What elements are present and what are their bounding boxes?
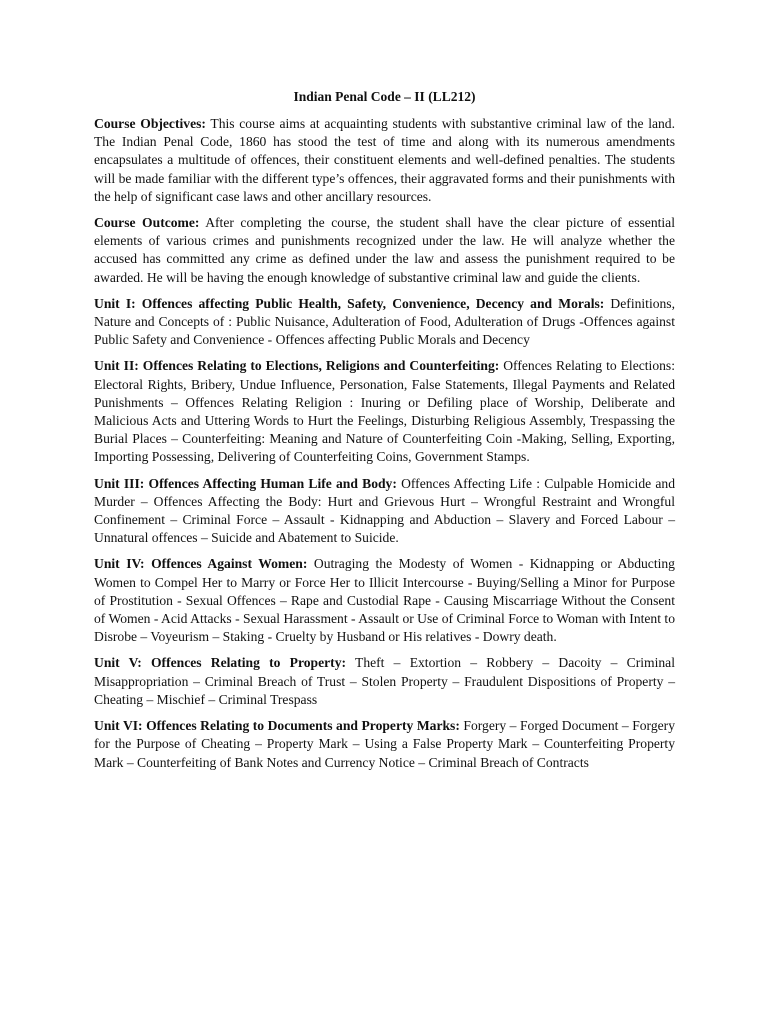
- course-objectives-text: This course aims at acquainting students with substantive criminal law of the land. The Indian Penal Code, 1860 has stood the test of time and along with its numerous amendments encapsulates a multitude of offences, their constituent elements and well-defined penalties. The students will be made familiar with the different type’s offences, their aggravated forms and their punishments with the help of significant case laws and other ancillary resources.: [94, 116, 675, 204]
- unit-5-heading: Unit V: Offences Relating to Property:: [94, 655, 347, 671]
- course-objectives-paragraph: [94, 115, 675, 206]
- course-outcome-label: Course Outcome:: [94, 215, 200, 231]
- document-title: Indian Penal Code – II (LL212): [293, 89, 476, 104]
- unit-6-heading: Unit VI: Offences Relating to Documents and Property Marks:: [94, 718, 460, 734]
- course-outcome-paragraph: [94, 214, 675, 287]
- unit-1-text: Definitions, Nature and Concepts of : Public Nuisance, Adulteration of Food, Adulteration of Drugs -Offences against Public Safety and Convenience - Offences affecting Public Morals and Decency: [94, 295, 675, 348]
- unit-1-heading: Unit I: Offences affecting Public Health, Safety, Convenience, Decency and Morals:: [94, 295, 605, 311]
- unit-2-paragraph: [94, 357, 675, 466]
- unit-3-heading: Unit III: Offences Affecting Human Life and Body:: [94, 475, 397, 491]
- course-outcome-text: After completing the course, the student shall have the clear picture of essential elements of various crimes and punishments recognized under the law. He will analyze whether the accused has committed any crime as defined under the law and assess the punishment required to be awarded. He will be having the enough knowledge of substantive criminal law and guide the clients.: [94, 215, 675, 285]
- unit-1-paragraph: [94, 295, 675, 350]
- unit-4-heading: Unit IV: Offences Against Women:: [94, 556, 308, 572]
- unit-4-paragraph: [94, 555, 675, 646]
- document-page: [94, 88, 675, 780]
- unit-3-text: Offences Affecting Life : Culpable Homicide and Murder – Offences Affecting the Body: Hurt and Grievous Hurt – Wrongful Restraint and Wrongful Confinement – Criminal Force – Assault - Kidnapping and Abduction – Slavery and Forced Labour –Unnatural offences – Suicide and Abatement to Suicide.: [94, 475, 675, 546]
- unit-6-text: Forgery – Forged Document – Forgery for the Purpose of Cheating – Property Mark – Using a False Property Mark – Counterfeiting Property Mark – Counterfeiting of Bank Notes and Currency Notice – Criminal Breach of Contracts: [94, 718, 675, 770]
- unit-6-paragraph: [94, 717, 675, 772]
- unit-5-paragraph: [94, 654, 675, 709]
- unit-2-text: Offences Relating to Elections: Electoral Rights, Bribery, Undue Influence, Personation, False Statements, Illegal Payments and Related Punishments – Offences Relating Religion : Inuring or Defiling place of Worship, Deliberate and Malicious Acts and Uttering Words to Hurt the Feelings, Disturbing Religious Assembly, Trespassing the Burial Places – Counterfeiting: Meaning and Nature of Counterfeiting Coin -Making, Selling, Exporting, Importing Possessing, Delivering of Counterfeiting Coins, Government Stamps.: [94, 358, 675, 465]
- unit-5-text: Theft – Extortion – Robbery – Dacoity – Criminal Misappropriation – Criminal Breach of Trust – Stolen Property – Fraudulent Dispositions of Property –Cheating – Mischief – Criminal Trespass: [94, 655, 675, 707]
- unit-2-heading: Unit II: Offences Relating to Elections, Religions and Counterfeiting:: [94, 358, 500, 374]
- unit-4-text: Outraging the Modesty of Women - Kidnapping or Abducting Women to Compel Her to Marry or Force Her to Illicit Intercourse - Buying/Selling a Minor for Purpose of Prostitution - Sexual Offences – Rape and Custodial Rape - Causing Miscarriage Without the Consent of Women - Acid Attacks - Sexual Harassment - Assault or Use of Criminal Force to Woman with Intent to Disrobe – Voyeurism – Staking - Cruelty by Husband or His relatives - Dowry death.: [94, 556, 675, 645]
- course-objectives-label: Course Objectives:: [94, 116, 206, 131]
- unit-3-paragraph: [94, 475, 675, 548]
